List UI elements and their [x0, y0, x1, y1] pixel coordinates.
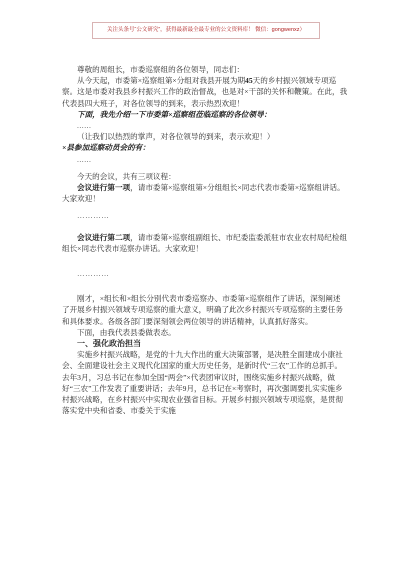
ellipsis-3: …………	[77, 211, 110, 221]
ellipsis-4: …………	[77, 269, 110, 279]
salutation: 尊敬的周组长，市委巡察组的各位领导，同志们：	[77, 65, 245, 74]
section-1-body: 实施乡村振兴战略，是党的十九大作出的重大决策部署，是决胜全面建成小康社会、全面建设社会主义现代化国家的重大历史任务，是新时代“三农”工作的总抓手。去年3月，习总书记在参加全国“两会”×代表团审议时，围绕实施乡村振兴战略，做好“三农”工作发表了重要讲话；去年9月，总书记在×考察时，再次强调要扎实实施乡村振兴战略，在乡村振兴中实现农业强省目标。开展乡村振兴领域专项巡察，是贯彻落实党中央和省委、市委关于实施	[62, 350, 343, 416]
applause-note: （让我们以热烈的掌声，对各位领导的到来，表示欢迎！）	[77, 132, 275, 142]
intro-paragraph: 从今天起，市委第×巡察组第×分组对我县开展为期45天的乡村振兴领域专项巡察。这是市委对我县乡村振兴工作的政治督战，也是对×干部的关怀和鞭策。在此，我代表县四大班子，对各位领导的到来，表示热烈欢迎！	[62, 76, 348, 108]
ellipsis-2: ......	[77, 154, 92, 164]
agenda-item-2	[62, 232, 348, 254]
summary-paragraph: 刚才，×组长和×组长分别代表市委巡察办、市委第×巡察组作了讲话，深刻阐述了开展乡村振兴领域专项巡察的重大意义，明确了此次乡村振兴专项巡察的主要任务和具体要求。各级各部门要深刻领会两位领导的讲话精神，认真抓好落实。	[62, 294, 343, 326]
guest-intro-heading: 下面，我先介绍一下市委第×巡察组莅临巡察的各位领导：	[77, 109, 272, 119]
agenda-item-1-text: ，请市委第×巡察组第×分组组长×同志代表市委第×巡察组讲话。大家欢迎！	[62, 183, 345, 204]
document-body	[62, 64, 348, 416]
county-attendees-heading: ×县参加巡察动员会的有：	[62, 143, 150, 153]
agenda-item-2-text: ，请市委第×巡察组副组长、市纪委监委派驻市农业农村局纪检组组长×同志代表市巡察办讲话。大家欢迎！	[62, 232, 348, 253]
agenda-item-2-label: 会议进行第二项	[77, 232, 131, 242]
agenda-item-1	[62, 182, 348, 204]
section-heading-1: 一、强化政治担当	[77, 339, 141, 349]
agenda-item-1-label: 会议进行第一项	[77, 183, 131, 193]
agenda-line: 今天的会议，共有三项议程：	[77, 171, 176, 181]
ellipsis-1: ......	[77, 121, 92, 131]
header-banner: 关注头条号“公文研究”，获得最新最全最专业的公文资料库！ 微信：gongwenxz）	[92, 22, 320, 39]
transition-line: 下面，由我代表县委做表态。	[77, 327, 176, 337]
intro-highlight: 45	[245, 76, 253, 86]
